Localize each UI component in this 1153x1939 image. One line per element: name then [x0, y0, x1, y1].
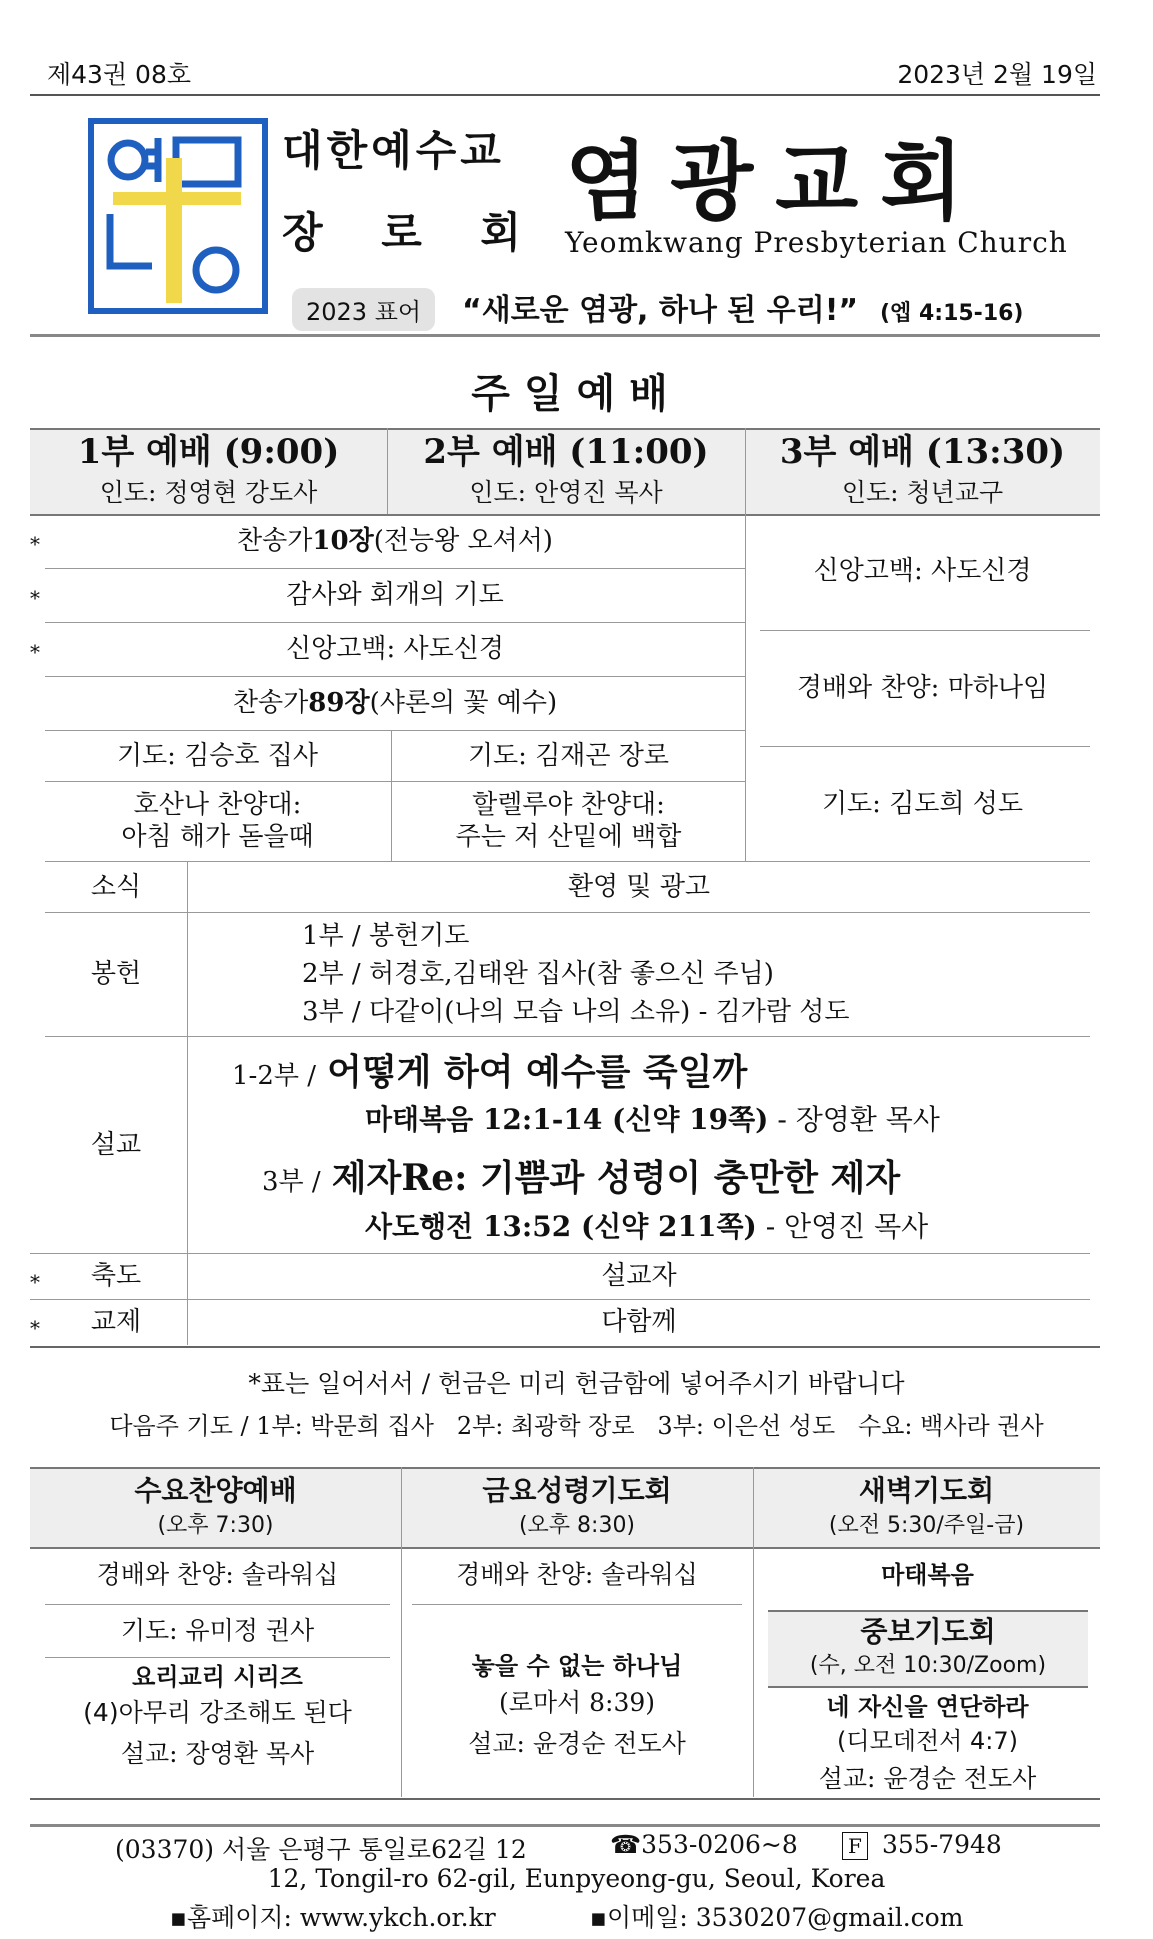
header-bottom-rule	[30, 334, 1100, 337]
choir-service-1: 호산나 찬양대: 아침 해가 돋을때	[121, 789, 314, 852]
friday-service-time: (오후 8:30)	[518, 1513, 636, 1539]
footer-email[interactable]: ▪이메일: 3530207@gmail.com	[590, 1903, 964, 1932]
intercession-title: 중보기도회	[860, 1614, 996, 1648]
church-name: 염광교회	[565, 132, 986, 232]
issue-date: 2023년 2월 19일	[897, 60, 1097, 89]
footer-address: (03370) 서울 은평구 통일로62길 12	[115, 1835, 527, 1864]
sermon-1	[232, 1044, 747, 1095]
standing-mark: *	[30, 532, 40, 556]
dawn-service-title: 새벽기도회	[858, 1473, 995, 1507]
offering-line-1: 1부 / 봉헌기도	[302, 921, 470, 951]
motto-reference: (엡 4:15-16)	[880, 301, 1024, 326]
benediction-label: 축도	[90, 1261, 142, 1292]
service-3-name: 3부 예배 (13:30)	[779, 431, 1066, 472]
dawn-service-time: (오전 5:30/주일-금)	[828, 1513, 1025, 1539]
wednesday-prayer: 기도: 유미정 권사	[120, 1616, 315, 1646]
service-3-leader: 인도: 청년교구	[841, 478, 1004, 508]
order-hymn-1: 찬송가 10장 (전능왕 오셔서)	[237, 525, 553, 556]
intercession-sermon-title: 네 자신을 연단하라	[826, 1693, 1029, 1721]
friday-sermon-title: 놓을 수 없는 하나님	[471, 1652, 683, 1680]
service-2-name: 2부 예배 (11:00)	[423, 431, 709, 472]
church-name-english: Yeomkwang Presbyterian Church	[565, 226, 1068, 259]
footer-homepage[interactable]: ▪홈페이지: www.ykch.or.kr	[170, 1903, 496, 1932]
standing-mark: *	[30, 640, 40, 664]
sunday-bottom-rule	[30, 1346, 1100, 1348]
dawn-book: 마태복음	[881, 1561, 974, 1589]
sermon-2	[262, 1150, 900, 1201]
order-hymn-2: 찬송가 89장 (샤론의 꽃 예수)	[232, 688, 558, 719]
order-creed: 신앙고백: 사도신경	[286, 634, 504, 665]
third-service-creed: 신앙고백: 사도신경	[813, 556, 1032, 587]
wednesday-worship: 경배와 찬양: 솔라워십	[96, 1560, 339, 1590]
order-prayer-confession: 감사와 회개의 기도	[286, 580, 504, 611]
standing-mark: *	[30, 1316, 40, 1340]
service-2-leader: 인도: 안영진 목사	[469, 478, 663, 508]
wednesday-sermon-title: (4)아무리 강조해도 된다	[83, 1698, 352, 1728]
friday-service-title: 금요성령기도회	[482, 1473, 672, 1507]
volume-number: 제43권 08호	[47, 60, 192, 89]
fax-icon: F	[842, 1832, 868, 1860]
sermon-1-title: 어떻게 하여 예수를 죽일까	[327, 1051, 748, 1093]
sermon-1-prefix: 1-2부 /	[232, 1061, 317, 1091]
fellowship-label: 교제	[90, 1307, 142, 1338]
prayer-service-2: 기도: 김재곤 장로	[467, 740, 670, 771]
standing-note: *표는 일어서서 / 헌금은 미리 헌금함에 넣어주시기 바랍니다	[248, 1369, 905, 1398]
denomination-line1: 대한예수교	[282, 126, 505, 175]
benediction-text: 설교자	[601, 1261, 677, 1292]
footer-address-english: 12, Tongil-ro 62-gil, Eunpyeong-gu, Seoul, Korea	[267, 1864, 886, 1893]
prayer-service-1: 기도: 김승호 집사	[116, 740, 319, 771]
church-logo	[88, 118, 268, 314]
service-1-leader: 인도: 정영현 강도사	[99, 478, 318, 508]
offering-label: 봉헌	[90, 958, 142, 989]
divider	[745, 514, 746, 861]
wednesday-service-time: (오후 7:30)	[157, 1513, 274, 1539]
news-label: 소식	[90, 871, 142, 902]
sermon-label: 설교	[90, 1129, 142, 1160]
service-1-name: 1부 예배 (9:00)	[77, 431, 340, 472]
wednesday-preacher: 설교: 장영환 목사	[120, 1739, 315, 1769]
standing-mark: *	[30, 1270, 40, 1294]
news-text: 환영 및 광고	[567, 871, 711, 902]
motto: “새로운 염광, 하나 된 우리!”	[462, 293, 859, 328]
footer-top-rule	[30, 1824, 1100, 1827]
row-rule	[45, 1036, 1090, 1037]
intercession-preacher: 설교: 윤경순 전도사	[818, 1764, 1037, 1794]
sermon-2-prefix: 3부 /	[262, 1167, 321, 1197]
standing-mark: *	[30, 586, 40, 610]
footer-fax: 355-7948	[882, 1830, 1002, 1859]
offering-line-3: 3부 / 다같이(나의 모습 나의 소유) - 김가람 성도	[302, 997, 850, 1027]
friday-preacher: 설교: 윤경순 전도사	[468, 1729, 686, 1759]
motto-tag: 2023 표어	[292, 288, 435, 331]
choir-service-2: 할렐루야 찬양대: 주는 저 산밑에 백합	[455, 789, 682, 852]
sermon-1-scripture: 마태복음 12:1-14 (신약 19쪽) - 장영환 목사	[365, 1103, 940, 1136]
sunday-service-title: 주일예배	[471, 371, 682, 417]
intercession-time: (수, 오전 10:30/Zoom)	[809, 1653, 1047, 1679]
wednesday-service-title: 수요찬양예배	[134, 1473, 297, 1507]
row-rule	[45, 1657, 390, 1658]
denomination-line2: 장 로 회	[282, 208, 543, 257]
row-rule	[45, 912, 1090, 913]
fellowship-text: 다함께	[601, 1307, 677, 1338]
weekday-bottom-rule	[30, 1798, 1100, 1800]
sermon-2-title: 제자Re: 기쁨과 성령이 충만한 제자	[331, 1157, 901, 1199]
next-week-prayers: 다음주 기도 / 1부: 박문희 집사 2부: 최광학 장로 3부: 이은선 성도 수요: 백사라 권사	[109, 1412, 1044, 1440]
footer-phone: ☎353-0206~8	[610, 1830, 798, 1859]
friday-scripture: (로마서 8:39)	[498, 1688, 656, 1718]
friday-worship: 경배와 찬양: 솔라워십	[456, 1560, 698, 1590]
wednesday-series: 요리교리 시리즈	[132, 1663, 303, 1691]
header-top-rule	[30, 94, 1100, 96]
offering-line-2: 2부 / 허경호,김태완 집사(참 좋으신 주님)	[302, 959, 774, 989]
third-service-worship: 경배와 찬양: 마하나임	[796, 673, 1049, 704]
row-rule	[412, 1604, 742, 1605]
intercession-scripture: (디모데전서 4:7)	[837, 1727, 1018, 1755]
offering-lines	[302, 917, 849, 1031]
third-service-prayer: 기도: 김도희 성도	[821, 788, 1024, 819]
sermon-2-scripture: 사도행전 13:52 (신약 211쪽) - 안영진 목사	[365, 1210, 929, 1243]
